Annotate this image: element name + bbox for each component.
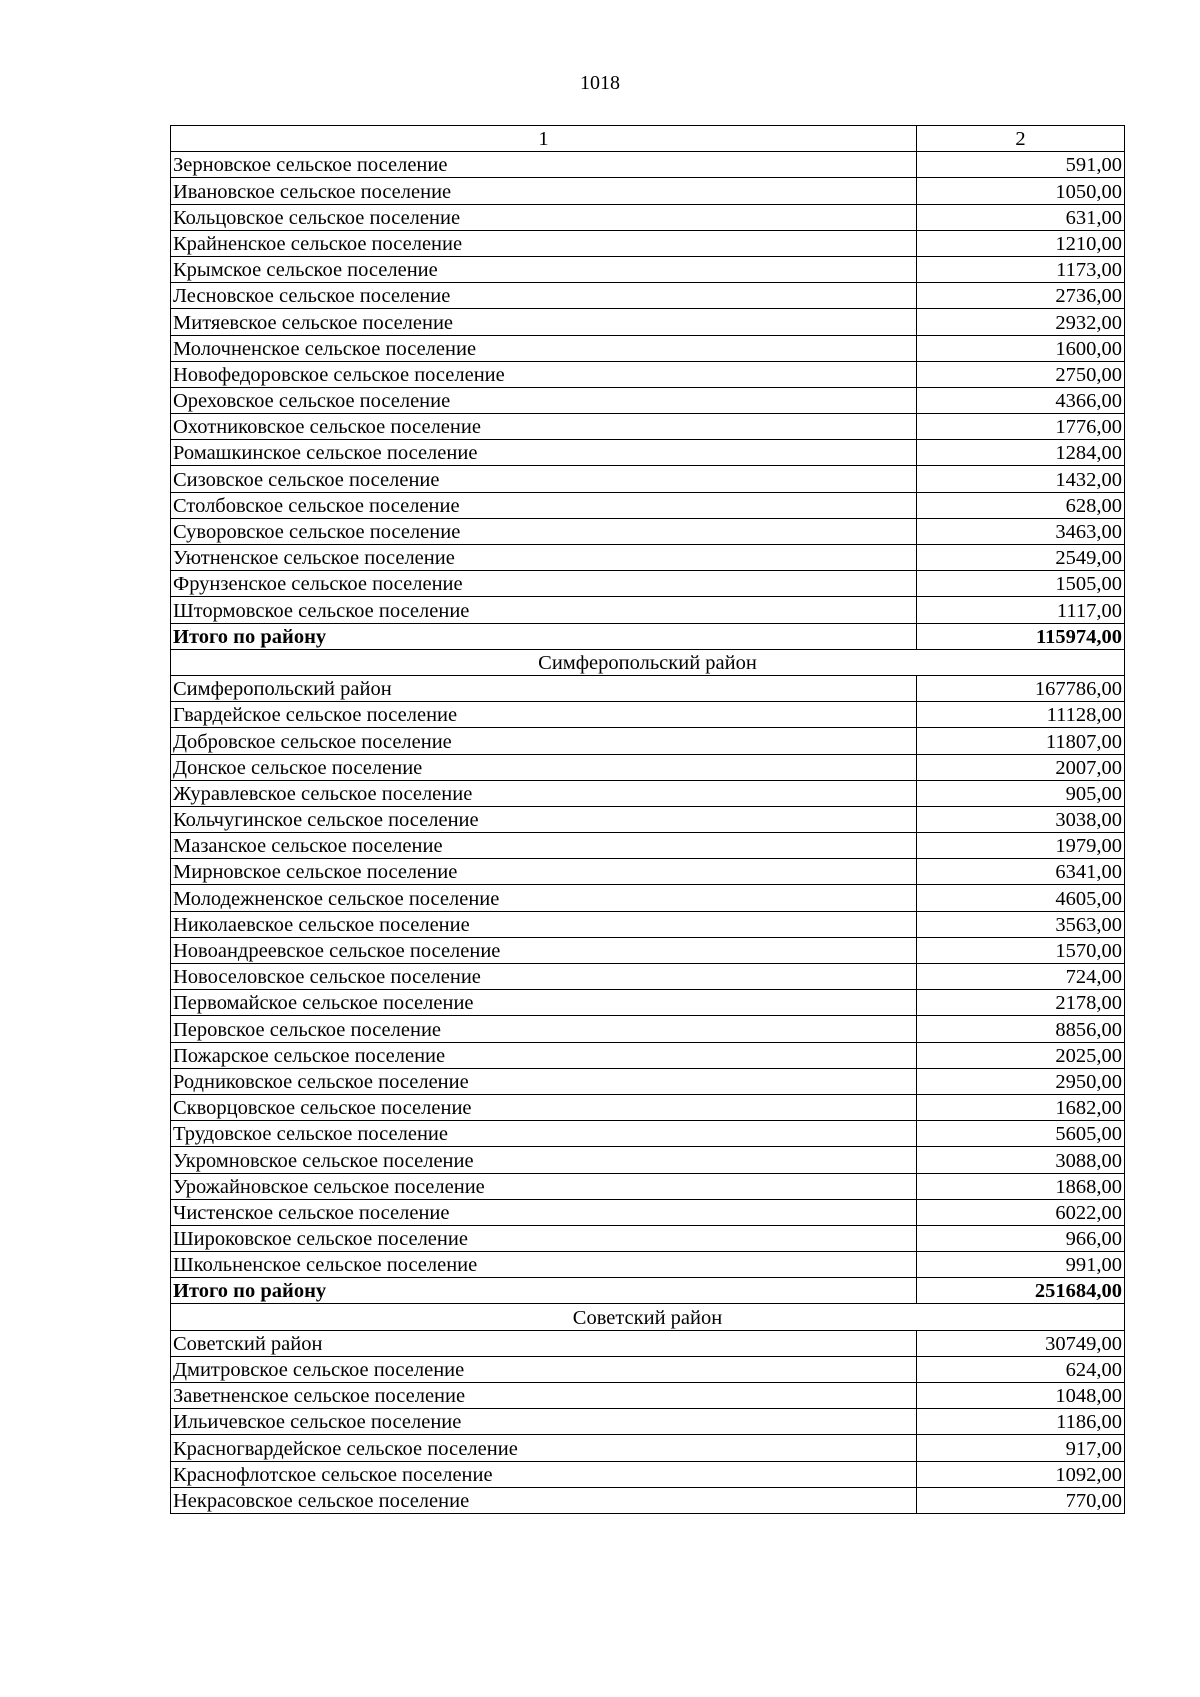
table-row xyxy=(171,1461,1125,1487)
amount-value: 4605,00 xyxy=(917,885,1125,911)
amount-value: 917,00 xyxy=(917,1435,1125,1461)
table-row xyxy=(171,911,1125,937)
settlement-name: Школьненское сельское поселение xyxy=(171,1252,917,1278)
amount-value: 1050,00 xyxy=(917,178,1125,204)
settlement-name: Советский район xyxy=(171,1330,917,1356)
table-row xyxy=(171,1042,1125,1068)
amount-value: 1776,00 xyxy=(917,414,1125,440)
total-row xyxy=(171,1278,1125,1304)
settlement-name: Кольчугинское сельское поселение xyxy=(171,806,917,832)
settlement-name: Уютненское сельское поселение xyxy=(171,545,917,571)
settlement-name: Охотниковское сельское поселение xyxy=(171,414,917,440)
amount-value: 30749,00 xyxy=(917,1330,1125,1356)
amount-value: 631,00 xyxy=(917,204,1125,230)
table-row xyxy=(171,571,1125,597)
table-row xyxy=(171,466,1125,492)
amount-value: 2178,00 xyxy=(917,990,1125,1016)
table-row xyxy=(171,1330,1125,1356)
allocation-table xyxy=(170,125,1125,1514)
table-row xyxy=(171,178,1125,204)
settlement-name: Молочненское сельское поселение xyxy=(171,335,917,361)
amount-value: 1868,00 xyxy=(917,1173,1125,1199)
amount-value: 1600,00 xyxy=(917,335,1125,361)
settlement-name: Ивановское сельское поселение xyxy=(171,178,917,204)
table-row xyxy=(171,256,1125,282)
amount-value: 8856,00 xyxy=(917,1016,1125,1042)
amount-value: 1117,00 xyxy=(917,597,1125,623)
settlement-name: Новофедоровское сельское поселение xyxy=(171,361,917,387)
settlement-name: Журавлевское сельское поселение xyxy=(171,780,917,806)
table-row xyxy=(171,545,1125,571)
amount-value: 1173,00 xyxy=(917,256,1125,282)
settlement-name: Новоселовское сельское поселение xyxy=(171,964,917,990)
total-label: Итого по району xyxy=(171,1278,917,1304)
table-row xyxy=(171,1094,1125,1120)
settlement-name: Николаевское сельское поселение xyxy=(171,911,917,937)
table-row xyxy=(171,754,1125,780)
table-row xyxy=(171,440,1125,466)
settlement-name: Симферопольский район xyxy=(171,675,917,701)
amount-value: 1284,00 xyxy=(917,440,1125,466)
settlement-name: Добровское сельское поселение xyxy=(171,728,917,754)
table-row xyxy=(171,1252,1125,1278)
table-row xyxy=(171,518,1125,544)
amount-value: 966,00 xyxy=(917,1225,1125,1251)
district-title: Симферопольский район xyxy=(171,649,1125,675)
column-header-1: 1 xyxy=(171,126,917,152)
table-row xyxy=(171,702,1125,728)
table-row xyxy=(171,885,1125,911)
amount-value: 1979,00 xyxy=(917,833,1125,859)
settlement-name: Дмитровское сельское поселение xyxy=(171,1356,917,1382)
settlement-name: Штормовское сельское поселение xyxy=(171,597,917,623)
table-row xyxy=(171,1356,1125,1382)
amount-value: 2025,00 xyxy=(917,1042,1125,1068)
table-row xyxy=(171,1016,1125,1042)
amount-value: 3463,00 xyxy=(917,518,1125,544)
settlement-name: Гвардейское сельское поселение xyxy=(171,702,917,728)
settlement-name: Ромашкинское сельское поселение xyxy=(171,440,917,466)
table-row xyxy=(171,1383,1125,1409)
table-row xyxy=(171,990,1125,1016)
amount-value: 1505,00 xyxy=(917,571,1125,597)
district-section-row xyxy=(171,649,1125,675)
settlement-name: Широковское сельское поселение xyxy=(171,1225,917,1251)
table-row xyxy=(171,283,1125,309)
amount-value: 2932,00 xyxy=(917,309,1125,335)
district-title: Советский район xyxy=(171,1304,1125,1330)
amount-value: 11807,00 xyxy=(917,728,1125,754)
amount-value: 3038,00 xyxy=(917,806,1125,832)
table-row xyxy=(171,152,1125,178)
table-row xyxy=(171,1068,1125,1094)
settlement-name: Укромновское сельское поселение xyxy=(171,1147,917,1173)
page-number: 1018 xyxy=(580,72,620,94)
settlement-name: Суворовское сельское поселение xyxy=(171,518,917,544)
table-row xyxy=(171,230,1125,256)
table-row xyxy=(171,335,1125,361)
settlement-name: Крымское сельское поселение xyxy=(171,256,917,282)
table-row xyxy=(171,387,1125,413)
total-value: 251684,00 xyxy=(917,1278,1125,1304)
settlement-name: Чистенское сельское поселение xyxy=(171,1199,917,1225)
district-section-row xyxy=(171,1304,1125,1330)
amount-value: 2549,00 xyxy=(917,545,1125,571)
amount-value: 3563,00 xyxy=(917,911,1125,937)
table-row xyxy=(171,859,1125,885)
settlement-name: Крайненское сельское поселение xyxy=(171,230,917,256)
amount-value: 624,00 xyxy=(917,1356,1125,1382)
total-label: Итого по району xyxy=(171,623,917,649)
amount-value: 1432,00 xyxy=(917,466,1125,492)
amount-value: 2736,00 xyxy=(917,283,1125,309)
settlement-name: Кольцовское сельское поселение xyxy=(171,204,917,230)
amount-value: 1570,00 xyxy=(917,937,1125,963)
column-header-2: 2 xyxy=(917,126,1125,152)
settlement-name: Скворцовское сельское поселение xyxy=(171,1094,917,1120)
settlement-name: Столбовское сельское поселение xyxy=(171,492,917,518)
settlement-name: Некрасовское сельское поселение xyxy=(171,1487,917,1513)
table-row xyxy=(171,806,1125,832)
amount-value: 11128,00 xyxy=(917,702,1125,728)
table-row xyxy=(171,1225,1125,1251)
amount-value: 1210,00 xyxy=(917,230,1125,256)
table-row xyxy=(171,833,1125,859)
amount-value: 2007,00 xyxy=(917,754,1125,780)
settlement-name: Сизовское сельское поселение xyxy=(171,466,917,492)
table-row xyxy=(171,597,1125,623)
table-row xyxy=(171,1173,1125,1199)
settlement-name: Мирновское сельское поселение xyxy=(171,859,917,885)
settlement-name: Новоандреевское сельское поселение xyxy=(171,937,917,963)
amount-value: 628,00 xyxy=(917,492,1125,518)
amount-value: 2750,00 xyxy=(917,361,1125,387)
settlement-name: Краснофлотское сельское поселение xyxy=(171,1461,917,1487)
settlement-name: Молодежненское сельское поселение xyxy=(171,885,917,911)
amount-value: 3088,00 xyxy=(917,1147,1125,1173)
amount-value: 5605,00 xyxy=(917,1121,1125,1147)
amount-value: 724,00 xyxy=(917,964,1125,990)
settlement-name: Заветненское сельское поселение xyxy=(171,1383,917,1409)
settlement-name: Донское сельское поселение xyxy=(171,754,917,780)
amount-value: 4366,00 xyxy=(917,387,1125,413)
table-row xyxy=(171,309,1125,335)
table-row xyxy=(171,964,1125,990)
table-row xyxy=(171,1147,1125,1173)
amount-value: 1186,00 xyxy=(917,1409,1125,1435)
table-row xyxy=(171,780,1125,806)
amount-value: 770,00 xyxy=(917,1487,1125,1513)
amount-value: 905,00 xyxy=(917,780,1125,806)
amount-value: 167786,00 xyxy=(917,675,1125,701)
settlement-name: Мазанское сельское поселение xyxy=(171,833,917,859)
total-value: 115974,00 xyxy=(917,623,1125,649)
amount-value: 591,00 xyxy=(917,152,1125,178)
table-row xyxy=(171,361,1125,387)
table-row xyxy=(171,1409,1125,1435)
settlement-name: Родниковское сельское поселение xyxy=(171,1068,917,1094)
amount-value: 6341,00 xyxy=(917,859,1125,885)
settlement-name: Ореховское сельское поселение xyxy=(171,387,917,413)
table-header-row xyxy=(171,126,1125,152)
amount-value: 1092,00 xyxy=(917,1461,1125,1487)
settlement-name: Митяевское сельское поселение xyxy=(171,309,917,335)
settlement-name: Лесновское сельское поселение xyxy=(171,283,917,309)
table-row xyxy=(171,1121,1125,1147)
table-row xyxy=(171,1487,1125,1513)
settlement-name: Первомайское сельское поселение xyxy=(171,990,917,1016)
settlement-name: Урожайновское сельское поселение xyxy=(171,1173,917,1199)
settlement-name: Красногвардейское сельское поселение xyxy=(171,1435,917,1461)
settlement-name: Ильичевское сельское поселение xyxy=(171,1409,917,1435)
table-row xyxy=(171,675,1125,701)
settlement-name: Зерновское сельское поселение xyxy=(171,152,917,178)
settlement-name: Трудовское сельское поселение xyxy=(171,1121,917,1147)
table-row xyxy=(171,1435,1125,1461)
amount-value: 991,00 xyxy=(917,1252,1125,1278)
settlement-name: Фрунзенское сельское поселение xyxy=(171,571,917,597)
amount-value: 6022,00 xyxy=(917,1199,1125,1225)
amount-value: 2950,00 xyxy=(917,1068,1125,1094)
amount-value: 1682,00 xyxy=(917,1094,1125,1120)
total-row xyxy=(171,623,1125,649)
table-row xyxy=(171,937,1125,963)
table-row xyxy=(171,1199,1125,1225)
table-row xyxy=(171,414,1125,440)
table-row xyxy=(171,204,1125,230)
amount-value: 1048,00 xyxy=(917,1383,1125,1409)
table-row xyxy=(171,492,1125,518)
table-row xyxy=(171,728,1125,754)
settlement-name: Пожарское сельское поселение xyxy=(171,1042,917,1068)
settlement-name: Перовское сельское поселение xyxy=(171,1016,917,1042)
